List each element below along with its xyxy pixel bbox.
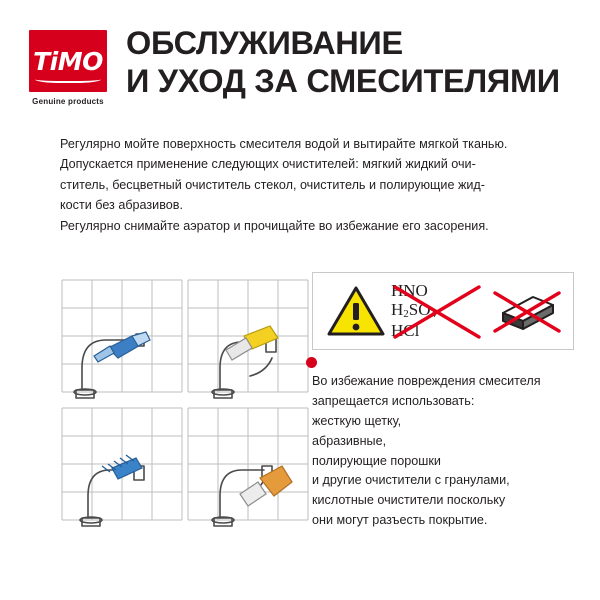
prohibition-line-1: Во избежание повреждения смесителя	[312, 374, 541, 388]
chemical-line-3: HCl	[391, 320, 420, 340]
warning-box	[312, 272, 574, 350]
logo-wordmark: TiMO	[33, 46, 103, 76]
prohibited-chemicals	[391, 281, 483, 343]
logo-mark	[29, 30, 107, 92]
page-title-line1: ОБСЛУЖИВАНИЕ	[126, 25, 403, 61]
prohibition-line-8: они могут разъесть покрытие.	[312, 513, 488, 528]
intro-line-5: Регулярно снимайте аэратор и прочищайте во избежание его засорения.	[60, 218, 489, 233]
prohibition-line-2: запрещается использовать:	[312, 393, 475, 408]
brand-logo	[22, 30, 114, 106]
prohibition-line-4: абразивные,	[312, 433, 387, 448]
illustration-group	[54, 272, 316, 530]
prohibition-cross-chemicals	[391, 281, 483, 343]
page-title	[126, 24, 596, 100]
chemical-line-2: H2SO4	[391, 300, 437, 321]
red-bullet-marker	[306, 357, 317, 368]
panel-faucet-brush	[80, 466, 144, 526]
page-title-line2: И УХОД ЗА СМЕСИТЕЛЯМИ	[126, 63, 560, 100]
logo-caption: Genuine products	[32, 97, 104, 106]
prohibition-line-3: жесткую щетку,	[312, 413, 402, 428]
logo-swoosh-icon	[35, 74, 101, 83]
abrasive-sponge-icon	[491, 285, 563, 339]
prohibition-line-6: и другие очистители с гранулами,	[312, 473, 510, 488]
prohibition-line-7: кислотные очистители поскольку	[312, 493, 506, 508]
prohibition-text	[312, 372, 580, 531]
intro-line-1: Регулярно мойте поверхность смесителя водой и вытирайте мягкой тканью.	[60, 137, 508, 151]
prohibition-line-5: полирующие порошки	[312, 453, 441, 468]
document-header	[0, 24, 600, 120]
intro-line-3: ститель, бесцветный очиститель стекол, очиститель и полирующие жид-	[60, 177, 485, 192]
chemical-line-1: HNO	[391, 281, 428, 300]
warning-exclamation-icon	[327, 285, 385, 337]
intro-text	[60, 134, 580, 236]
intro-line-2: Допускается применение следующих очистителей: мягкий жидкий очи-	[60, 157, 476, 172]
intro-line-4: кости без абразивов.	[60, 198, 183, 213]
faucet-care-illustrations	[54, 272, 316, 530]
